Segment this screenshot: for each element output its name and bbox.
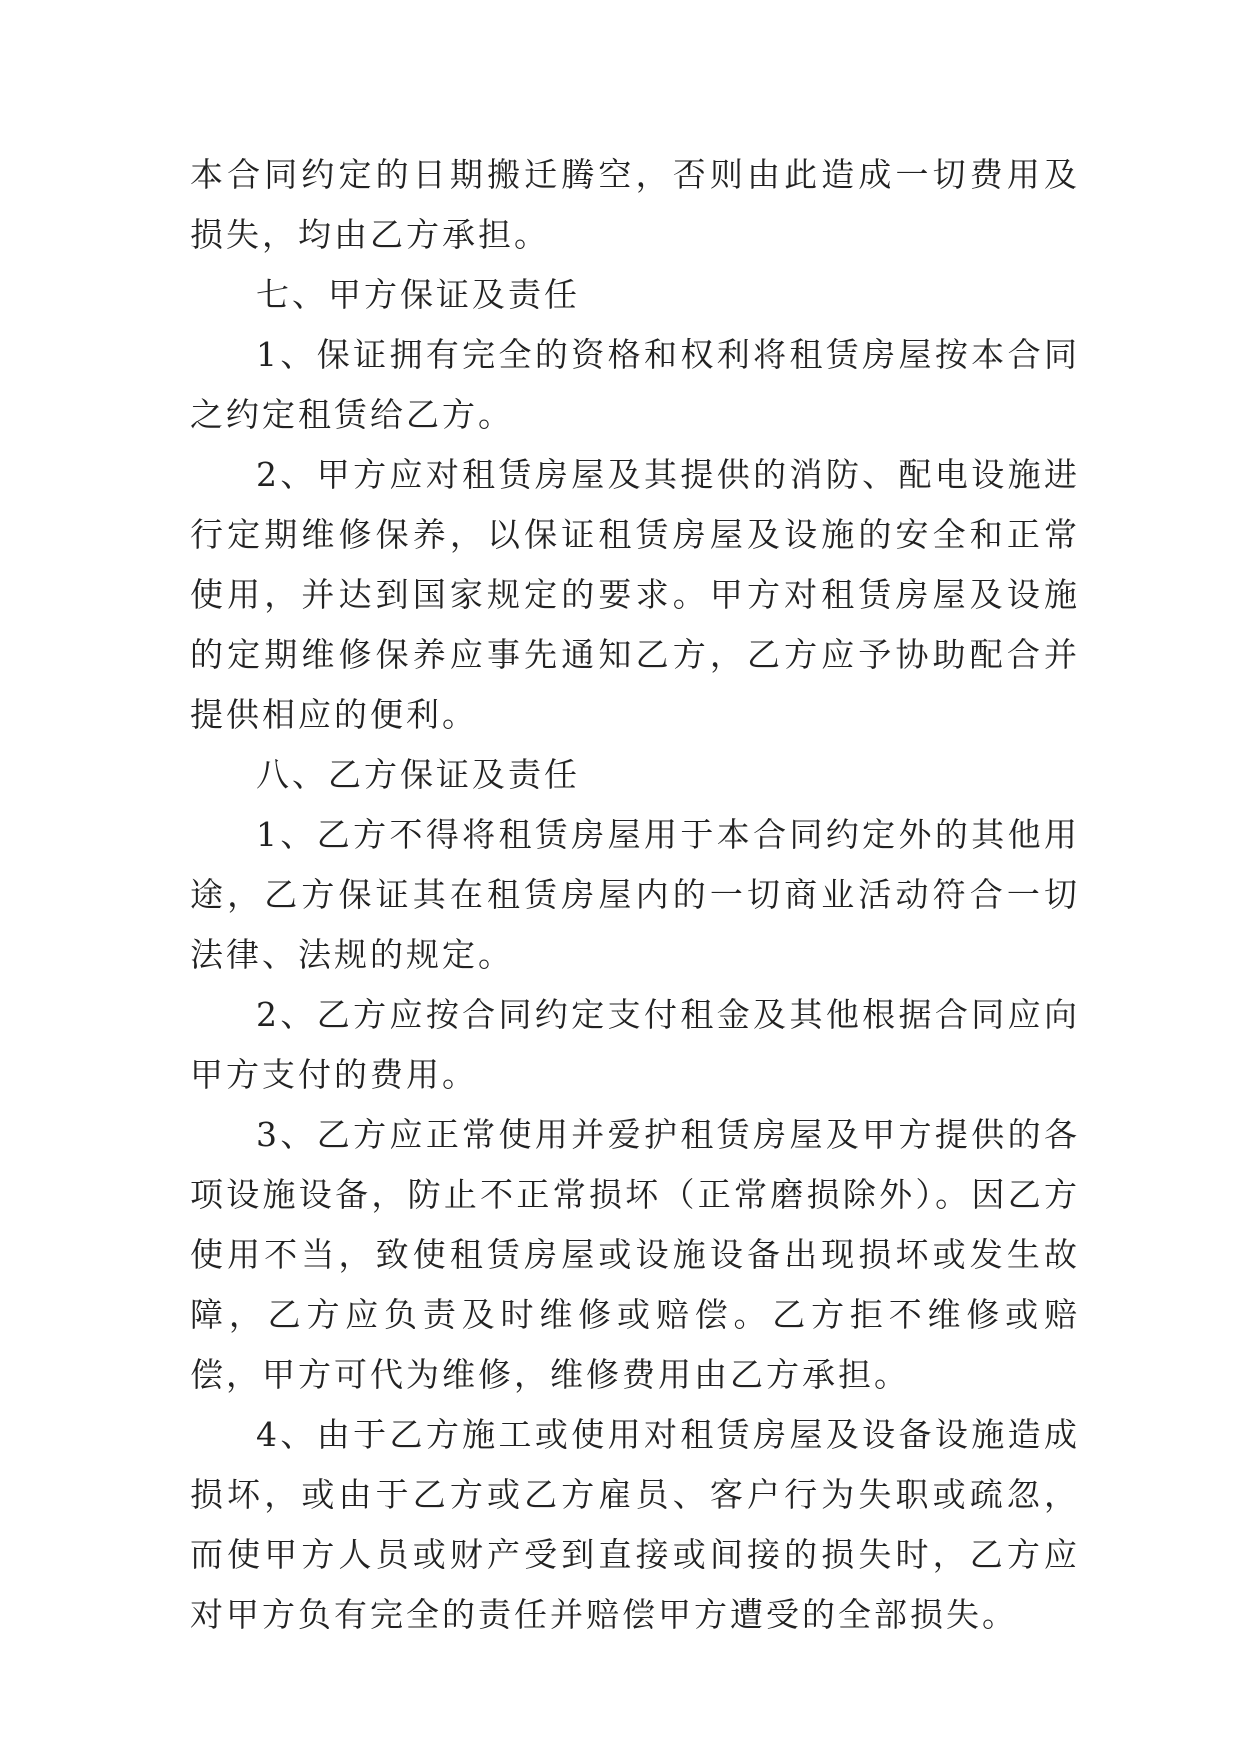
section-heading-8: 八、乙方保证及责任: [256, 755, 580, 794]
clause-8-1: 1、乙方不得将租赁房屋用于本合同约定外的其他用途，乙方保证其在租赁房屋内的一切商业活动符合一切法律、法规的规定。: [190, 815, 1080, 974]
clause-7-1: 1、保证拥有完全的资格和权利将租赁房屋按本合同之约定租赁给乙方。: [190, 335, 1080, 434]
document-body: [190, 145, 1080, 1645]
clause-7-2: 2、甲方应对租赁房屋及其提供的消防、配电设施进行定期维修保养，以保证租赁房屋及设施的安全和正常使用，并达到国家规定的要求。甲方对租赁房屋及设施的定期维修保养应事先通知乙方，乙方应予协助配合并提供相应的便利。: [190, 455, 1080, 734]
clause-8-2: 2、乙方应按合同约定支付租金及其他根据合同应向甲方支付的费用。: [190, 995, 1080, 1094]
paragraph-continuation: 本合同约定的日期搬迁腾空，否则由此造成一切费用及损失，均由乙方承担。: [190, 155, 1080, 254]
clause-8-4: 4、由于乙方施工或使用对租赁房屋及设备设施造成损坏，或由于乙方或乙方雇员、客户行为失职或疏忽，而使甲方人员或财产受到直接或间接的损失时，乙方应对甲方负有完全的责任并赔偿甲方遭受的全部损失。: [190, 1415, 1080, 1634]
clause-8-3: 3、乙方应正常使用并爱护租赁房屋及甲方提供的各项设施设备，防止不正常损坏（正常磨损除外）。因乙方使用不当，致使租赁房屋或设施设备出现损坏或发生故障，乙方应负责及时维修或赔偿。乙方拒不维修或赔偿，甲方可代为维修，维修费用由乙方承担。: [190, 1115, 1080, 1394]
section-heading-7: 七、甲方保证及责任: [256, 275, 580, 314]
